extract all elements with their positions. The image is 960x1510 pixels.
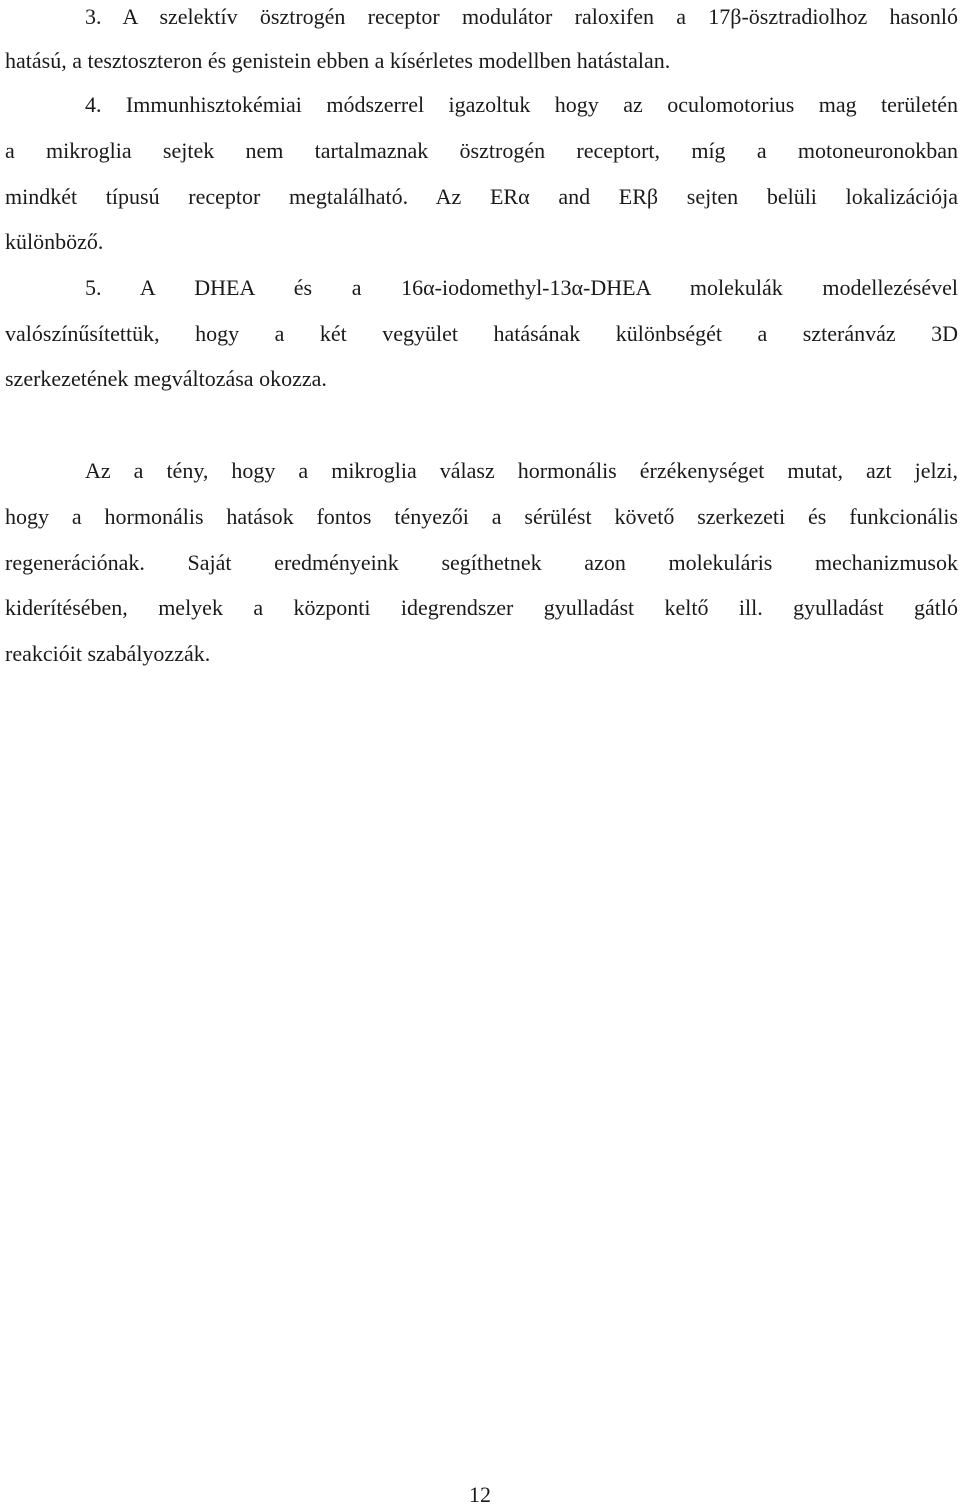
- conclusion-line-4: kiderítésében, melyek a központi idegrendszer gyulladást keltő ill. gyulladást gátló: [5, 595, 958, 620]
- conclusion-line-1: Az a tény, hogy a mikroglia válasz hormonális érzékenységet mutat, azt jelzi,: [85, 458, 958, 483]
- item-3-line-2: hatású, a tesztoszteron és genistein ebben a kísérletes modellben hatástalan.: [5, 48, 671, 73]
- item-4-line-2: a mikroglia sejtek nem tartalmaznak ösztrogén receptort, míg a motoneuronokban: [5, 138, 958, 163]
- page-number: 12: [469, 1482, 491, 1507]
- item-5-line-3: szerkezetének megváltozása okozza.: [5, 366, 327, 391]
- item-3-line-1: 3. A szelektív ösztrogén receptor modulátor raloxifen a 17β-ösztradiolhoz hasonló: [85, 4, 958, 29]
- conclusion-line-5: reakcióit szabályozzák.: [5, 641, 211, 666]
- item-5-line-1: 5. A DHEA és a 16α-iodomethyl-13α-DHEA molekulák modellezésével: [85, 275, 958, 300]
- item-5-line-2: valószínűsítettük, hogy a két vegyület hatásának különbségét a szteránváz 3D: [5, 321, 958, 346]
- item-4-line-4: különböző.: [5, 229, 104, 254]
- item-4-line-1: 4. Immunhisztokémiai módszerrel igazoltuk hogy az oculomotorius mag területén: [85, 92, 958, 117]
- conclusion-line-3: regenerációnak. Saját eredményeink segíthetnek azon molekuláris mechanizmusok: [5, 550, 958, 575]
- conclusion-line-2: hogy a hormonális hatások fontos tényezői a sérülést követő szerkezeti és funkcionális: [5, 504, 958, 529]
- item-4-line-3: mindkét típusú receptor megtalálható. Az ERα and ERβ sejten belüli lokalizációja: [5, 184, 958, 209]
